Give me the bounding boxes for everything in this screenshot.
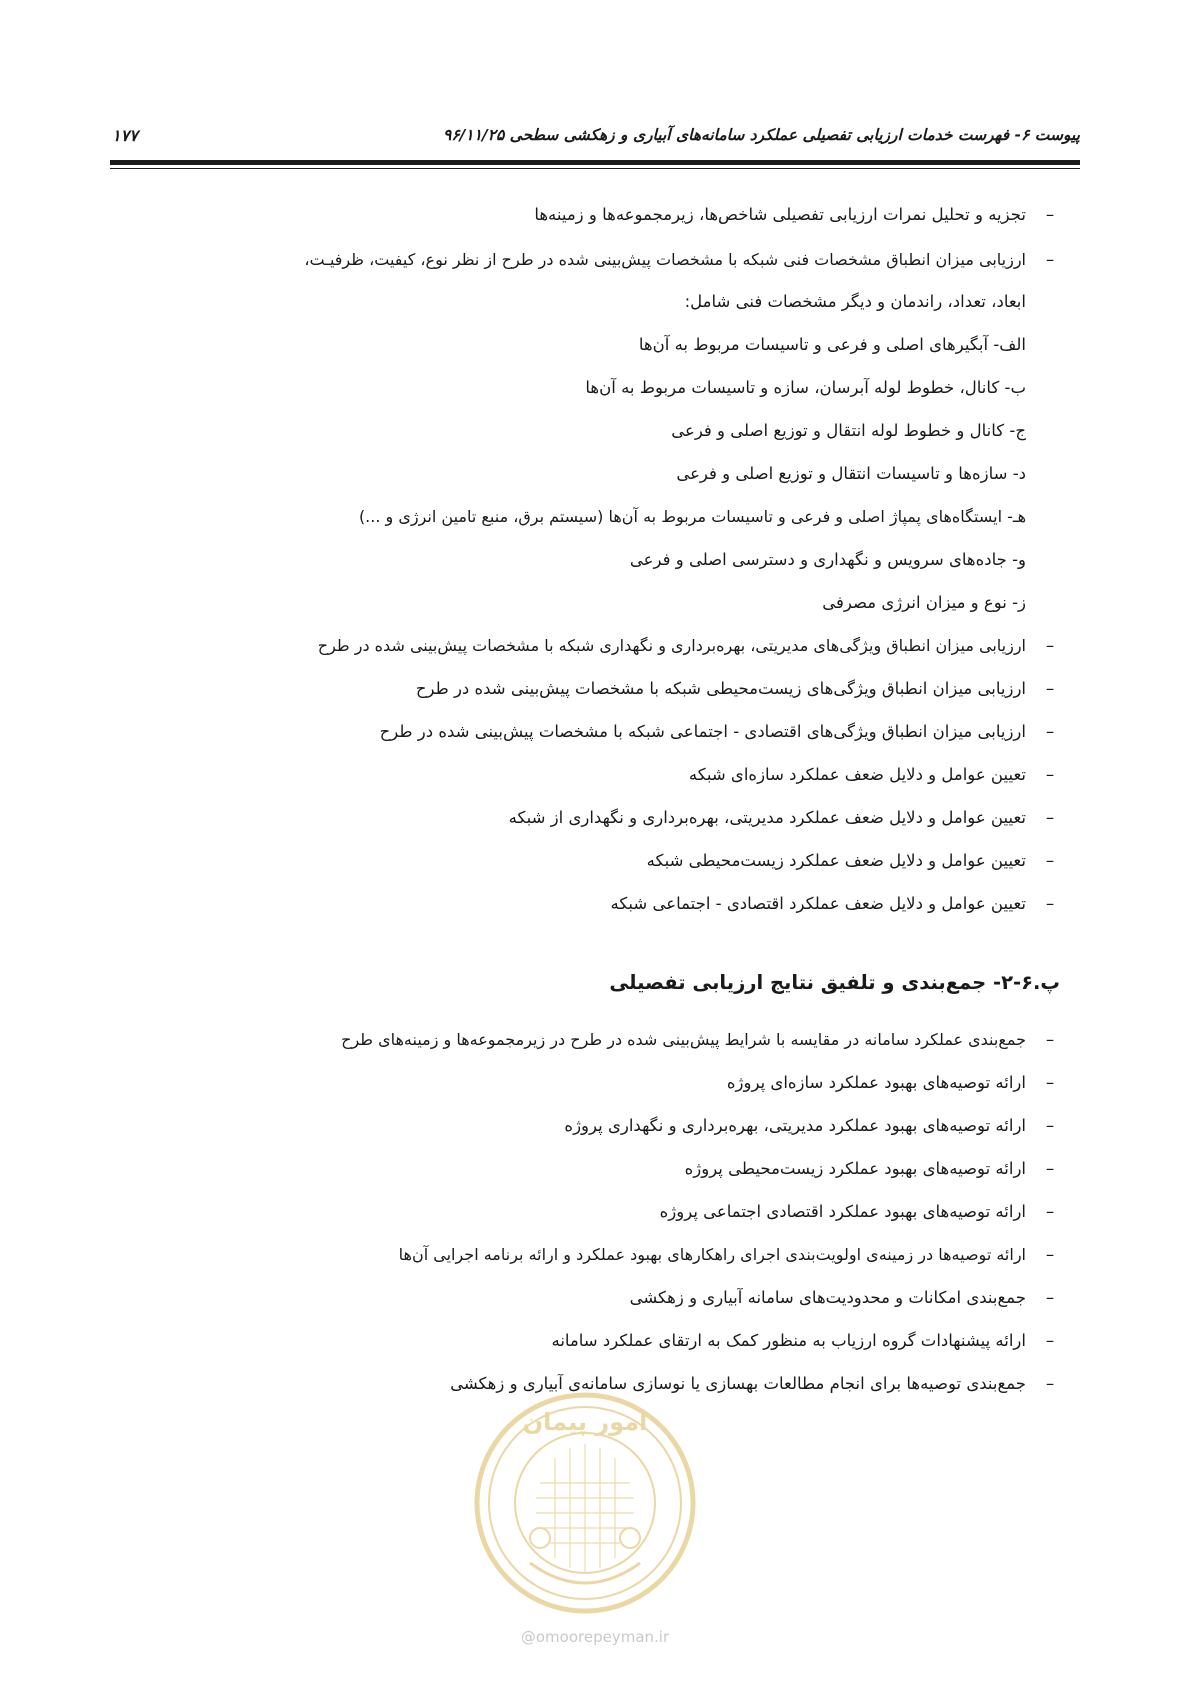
- sub-item-text: د- سازه‌ها و تاسیسات انتقال و توزیع اصلی و فرعی: [676, 464, 1026, 483]
- list-item-text: جمع‌بندی امکانات و محدودیت‌های سامانه آبیاری و زهکشی: [629, 1288, 1026, 1307]
- bullet-dash: –: [1045, 1116, 1055, 1135]
- page-number: ۱۷۷: [112, 126, 138, 145]
- list-item-text: ارائه توصیه‌های بهبود عملکرد زیست‌محیطی پروژه: [684, 1159, 1026, 1178]
- watermark-url: @omoorepeyman.ir: [520, 1628, 670, 1646]
- sub-item-text: ز- نوع و میزان انرژی مصرفی: [822, 593, 1026, 612]
- list-item-text: تعیین عوامل و دلایل ضعف عملکرد مدیریتی، بهره‌برداری و نگهداری از شبکه: [508, 808, 1026, 827]
- bullet-dash: –: [1045, 1288, 1055, 1307]
- sub-item-text: ب- کانال، خطوط لوله آبرسان، سازه و تاسیسات مربوط به آن‌ها: [585, 378, 1026, 397]
- sub-item-text: الف- آبگیرهای اصلی و فرعی و تاسیسات مربوط به آن‌ها: [638, 335, 1026, 354]
- bullet-dash: –: [1045, 1030, 1055, 1049]
- sub-item-text: هـ- ایستگاه‌های پمپاژ اصلی و فرعی و تاسیسات مربوط به آن‌ها (سیستم برق، منبع تامین انرژی و ...): [358, 507, 1026, 526]
- list-item-text: تجزیه و تحلیل نمرات ارزیابی تفصیلی شاخص‌ها، زیرمجموعه‌ها و زمینه‌ها: [534, 205, 1026, 224]
- bullet-dash: –: [1045, 1202, 1055, 1221]
- bullet-dash: –: [1045, 894, 1055, 913]
- header-title: پیوست ۶- فهرست خدمات ارزیابی تفصیلی عملکرد سامانه‌های آبیاری و زهکشی سطحی ۹۶/۱۱/۲۵: [443, 126, 1080, 144]
- bullet-dash: –: [1045, 250, 1055, 269]
- bullet-dash: –: [1045, 205, 1055, 224]
- list-item-text: تعیین عوامل و دلایل ضعف عملکرد سازه‌ای شبکه: [688, 765, 1026, 784]
- bullet-dash: –: [1045, 808, 1055, 827]
- list-item-text: ارائه توصیه‌های بهبود عملکرد اقتصادی اجتماعی پروژه: [659, 1202, 1026, 1221]
- list-item-text: ارزیابی میزان انطباق ویژگی‌های زیست‌محیطی شبکه با مشخصات پیش‌بینی شده در طرح: [415, 679, 1026, 698]
- watermark-logo-text: امور پیمان: [522, 1408, 648, 1436]
- bullet-dash: –: [1045, 1245, 1055, 1264]
- sub-item-text: ج- کانال و خطوط لوله انتقال و توزیع اصلی و فرعی: [671, 421, 1026, 440]
- bullet-dash: –: [1045, 765, 1055, 784]
- bullet-dash: –: [1045, 636, 1055, 655]
- bullet-dash: –: [1045, 1331, 1055, 1350]
- list-item-text: تعیین عوامل و دلایل ضعف عملکرد اقتصادی - اجتماعی شبکه: [610, 894, 1026, 913]
- list-item-text: ارائه توصیه‌ها در زمینه‌ی اولویت‌بندی اجرای راهکارهای بهبود عملکرد و ارائه برنامه اجرایی آن‌ها: [398, 1245, 1026, 1264]
- bullet-dash: –: [1045, 1073, 1055, 1092]
- sub-item-text: و- جاده‌های سرویس و نگهداری و دسترسی اصلی و فرعی: [629, 550, 1026, 569]
- watermark-seal-icon: [470, 1388, 700, 1618]
- header-rule-thin: [110, 168, 1080, 169]
- bullet-dash: –: [1045, 1374, 1055, 1393]
- bullet-dash: –: [1045, 1159, 1055, 1178]
- header-rule-thick: [110, 160, 1080, 165]
- list-item-text: ارزیابی میزان انطباق ویژگی‌های اقتصادی - اجتماعی شبکه با مشخصات پیش‌بینی شده در طرح: [379, 722, 1026, 741]
- running-header: [110, 126, 1080, 158]
- bullet-dash: –: [1045, 722, 1055, 741]
- list-item-text: ارزیابی میزان انطباق ویژگی‌های مدیریتی، بهره‌برداری و نگهداری شبکه با مشخصات پیش‌بینی شده در طرح: [317, 636, 1026, 655]
- list-item-text: جمع‌بندی عملکرد سامانه در مقایسه با شرایط پیش‌بینی شده در طرح در زیرمجموعه‌ها و زمینه‌های طرح: [341, 1030, 1026, 1049]
- bullet-dash: –: [1045, 851, 1055, 870]
- list-item-text: ارائه پیشنهادات گروه ارزیاب به منظور کمک به ارتقای عملکرد سامانه: [551, 1331, 1026, 1350]
- list-item-text: جمع‌بندی توصیه‌ها برای انجام مطالعات بهسازی یا نوسازی سامانه‌ی آبیاری و زهکشی: [450, 1374, 1026, 1393]
- list-item-text: ارائه توصیه‌های بهبود عملکرد سازه‌ای پروژه: [726, 1073, 1026, 1092]
- list-item-text: ارائه توصیه‌های بهبود عملکرد مدیریتی، بهره‌برداری و نگهداری پروژه: [564, 1116, 1026, 1135]
- list-item-text: ارزیابی میزان انطباق مشخصات فنی شبکه با مشخصات پیش‌بینی شده در طرح از نظر نوع، کیفیت، ظرفیـت،: [304, 250, 1026, 269]
- list-item-text: تعیین عوامل و دلایل ضعف عملکرد زیست‌محیطی شبکه: [646, 851, 1026, 870]
- list-item-text: ابعاد، تعداد، راندمان و دیگر مشخصات فنی شامل:: [684, 292, 1026, 311]
- section-heading: پ.۶-۲- جمع‌بندی و تلفیق نتایج ارزیابی تفصیلی: [609, 971, 1060, 994]
- bullet-dash: –: [1045, 679, 1055, 698]
